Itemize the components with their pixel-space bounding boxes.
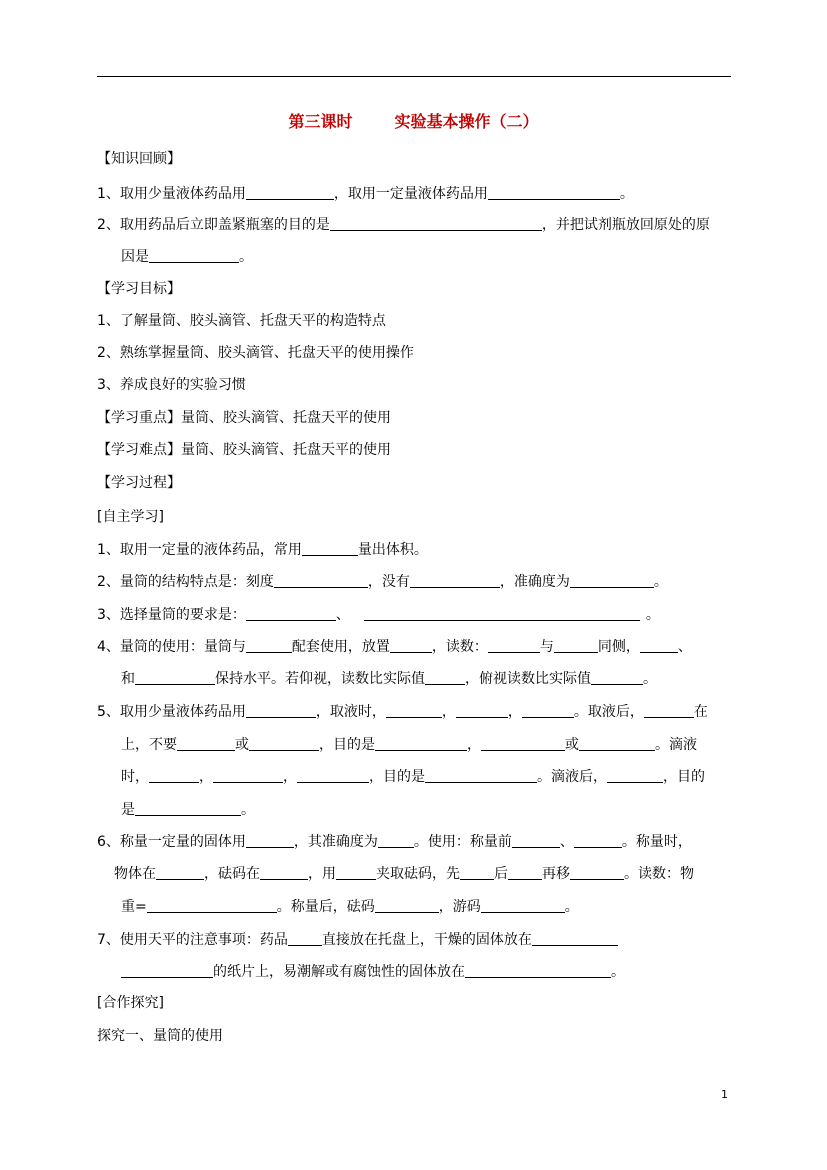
answer-blank[interactable]: [302, 540, 358, 556]
answer-blank[interactable]: [378, 832, 414, 848]
self-q6-cont2: 重= 。称量后，砝码 ，游码 。: [121, 899, 579, 915]
answer-blank[interactable]: [364, 605, 640, 621]
self-q4: 4、量筒的使用：量筒与 配套使用，放置 ，读数： 与 同侧， 、: [97, 639, 692, 655]
self-q5: 5、取用少量液体药品用 ，取液时， ， ， 。取液后， 在: [97, 704, 708, 720]
answer-blank[interactable]: [274, 572, 368, 588]
header-rule: [97, 76, 731, 77]
answer-blank[interactable]: [460, 864, 494, 880]
answer-blank[interactable]: [330, 215, 542, 231]
answer-blank[interactable]: [386, 702, 442, 718]
answer-blank[interactable]: [607, 767, 663, 783]
answer-blank[interactable]: [135, 669, 215, 685]
answer-blank[interactable]: [456, 702, 508, 718]
goal-item: 2、熟练掌握量筒、胶头滴管、托盘天平的使用操作: [97, 345, 414, 361]
self-q3: 3、选择量筒的要求是： 、 。: [97, 607, 660, 623]
section-process: 【学习过程】: [97, 475, 181, 491]
self-q5-cont1: 上，不要 或 ，目的是 ， 或 。滴液: [121, 737, 697, 753]
answer-blank[interactable]: [488, 637, 540, 653]
answer-blank[interactable]: [410, 572, 500, 588]
section-difficulties: 【学习难点】量筒、胶头滴管、托盘天平的使用: [97, 442, 391, 458]
answer-blank[interactable]: [570, 572, 654, 588]
answer-blank[interactable]: [121, 962, 213, 978]
answer-blank[interactable]: [532, 930, 618, 946]
self-q6-cont1: 物体在 ，砝码在 ，用 夹取砝码，先 后 再移 。读数：物: [114, 866, 694, 882]
answer-blank[interactable]: [246, 832, 294, 848]
answer-blank[interactable]: [177, 735, 235, 751]
answer-blank[interactable]: [574, 832, 622, 848]
answer-blank[interactable]: [425, 767, 537, 783]
title-topic: 实验基本操作（二）: [394, 112, 539, 131]
section-coop: [合作探究]: [97, 995, 164, 1011]
answer-blank[interactable]: [465, 962, 611, 978]
self-q7-cont: 的纸片上，易潮解或有腐蚀性的固体放在 。: [121, 962, 625, 981]
answer-blank[interactable]: [481, 735, 565, 751]
goal-item: 1、了解量筒、胶头滴管、托盘天平的构造特点: [97, 313, 386, 329]
answer-blank[interactable]: [246, 637, 292, 653]
answer-blank[interactable]: [425, 669, 465, 685]
answer-blank[interactable]: [512, 832, 560, 848]
answer-blank[interactable]: [288, 930, 322, 946]
answer-blank[interactable]: [213, 767, 283, 783]
review-q2-cont: 因是 。: [121, 249, 253, 265]
section-review: 【知识回顾】: [97, 151, 181, 167]
page-title: [0, 109, 827, 132]
self-q6: 6、称量一定量的固体用 ，其准确度为 。使用：称量前 、 。称量时，: [97, 834, 692, 850]
section-key-points: 【学习重点】量筒、胶头滴管、托盘天平的使用: [97, 410, 391, 426]
review-q2: 2、取用药品后立即盖紧瓶塞的目的是 ，并把试剂瓶放回原处的原: [97, 217, 710, 233]
answer-blank[interactable]: [147, 897, 277, 913]
answer-blank[interactable]: [260, 864, 308, 880]
self-q7: 7、使用天平的注意事项：药品 直接放在托盘上，干燥的固体放在: [97, 930, 618, 949]
review-q1: 1、取用少量液体药品用 ，取用一定量液体药品用 。: [97, 186, 634, 202]
answer-blank[interactable]: [481, 897, 565, 913]
answer-blank[interactable]: [149, 247, 239, 263]
answer-blank[interactable]: [644, 702, 694, 718]
goal-item: 3、养成良好的实验习惯: [97, 377, 246, 393]
title-lesson: 第三课时: [288, 112, 353, 131]
answer-blank[interactable]: [297, 767, 369, 783]
self-q4-cont: 和 保持水平。若仰视，读数比实际值 ，俯视读数比实际值 。: [121, 671, 657, 687]
answer-blank[interactable]: [570, 864, 624, 880]
answer-blank[interactable]: [508, 864, 542, 880]
page-number: 1: [721, 1088, 728, 1101]
answer-blank[interactable]: [375, 735, 467, 751]
explore-heading: 探究一、量筒的使用: [97, 1028, 223, 1044]
answer-blank[interactable]: [246, 605, 336, 621]
answer-blank[interactable]: [246, 184, 334, 200]
self-q5-cont3: 是 。: [121, 802, 255, 818]
self-q5-cont2: 时， ， ， ，目的是 。滴液后， ，目的: [121, 769, 705, 785]
answer-blank[interactable]: [135, 800, 241, 816]
answer-blank[interactable]: [522, 702, 574, 718]
answer-blank[interactable]: [554, 637, 598, 653]
section-self-study: [自主学习]: [97, 509, 164, 525]
answer-blank[interactable]: [591, 669, 643, 685]
answer-blank[interactable]: [375, 897, 439, 913]
answer-blank[interactable]: [488, 184, 620, 200]
answer-blank[interactable]: [390, 637, 432, 653]
answer-blank[interactable]: [156, 864, 204, 880]
answer-blank[interactable]: [579, 735, 655, 751]
answer-blank[interactable]: [246, 702, 316, 718]
section-goals: 【学习目标】: [97, 281, 181, 297]
answer-blank[interactable]: [149, 767, 199, 783]
self-q2: 2、量筒的结构特点是：刻度 ，没有 ，准确度为 。: [97, 574, 668, 590]
self-q1: 1、取用一定量的液体药品，常用 量出体积。: [97, 542, 428, 558]
answer-blank[interactable]: [249, 735, 319, 751]
answer-blank[interactable]: [336, 864, 376, 880]
answer-blank[interactable]: [640, 637, 678, 653]
